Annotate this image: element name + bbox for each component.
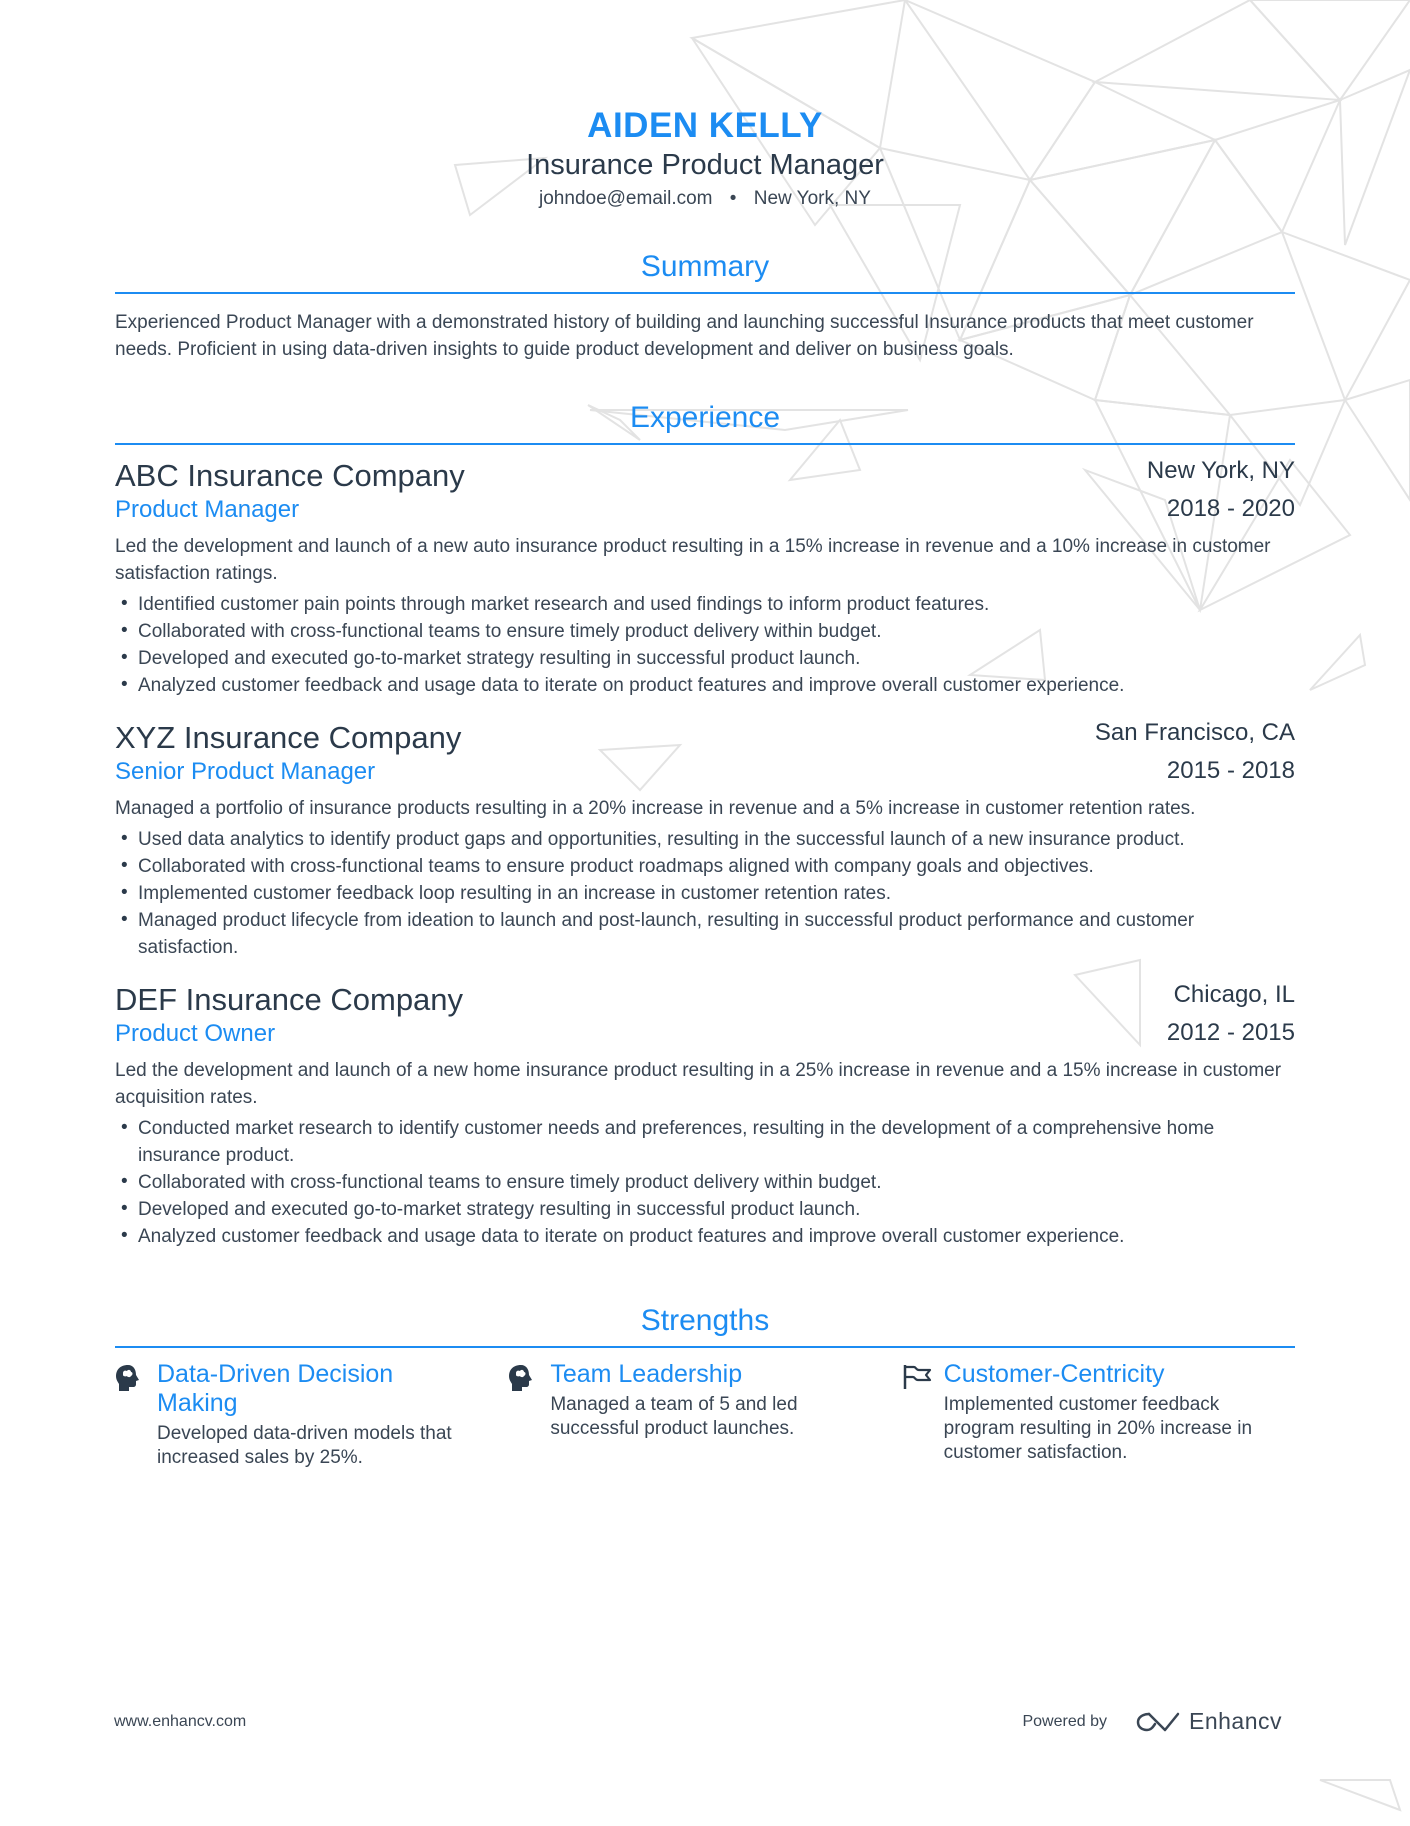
candidate-title: Insurance Product Manager [526, 149, 884, 181]
strengths-grid [115, 1360, 1295, 1470]
list-item: • Collaborated with cross-functional teams to ensure timely product delivery within budget. [115, 618, 1295, 645]
strengths-section [115, 1302, 1295, 1470]
enhancv-logo-icon [1135, 1711, 1181, 1733]
strength-title: Team Leadership [550, 1360, 743, 1388]
job-company: DEF Insurance Company [115, 982, 464, 1017]
job-bullets [115, 591, 1295, 699]
job-entry [115, 981, 1295, 1250]
job-location: Chicago, IL [1173, 981, 1295, 1008]
job-bullets [115, 1115, 1295, 1250]
section-divider [115, 292, 1295, 294]
strength-item [508, 1360, 901, 1470]
candidate-name: AIDEN KELLY [587, 106, 823, 145]
strength-description: Implemented customer feedback program resulting in 20% increase in customer satisfaction. [943, 1394, 1253, 1463]
email-link[interactable]: johndoe@email.com [539, 188, 713, 209]
strength-title: Data-Driven Decision Making [157, 1360, 394, 1417]
job-entry [115, 719, 1295, 961]
resume-header [115, 0, 1295, 210]
summary-text: Experienced Product Manager with a demonstrated history of building and launching successful Insurance products that meet customer needs. Proficient in using data-driven insights to guide product development and deliver on business goals. [115, 312, 1254, 360]
strength-item [902, 1360, 1295, 1470]
strength-title: Customer-Centricity [943, 1360, 1165, 1388]
list-item: • Analyzed customer feedback and usage data to iterate on product features and improve overall customer experience. [115, 1223, 1295, 1250]
list-item: • Analyzed customer feedback and usage data to iterate on product features and improve overall customer experience. [115, 672, 1295, 699]
list-item: • Managed product lifecycle from ideation to launch and post-launch, resulting in successful product performance and customer satisfaction. [115, 907, 1295, 961]
list-item: • Conducted market research to identify customer needs and preferences, resulting in the development of a comprehensive home insurance product. [115, 1115, 1295, 1169]
job-entry [115, 457, 1295, 699]
job-location: New York, NY [1146, 457, 1295, 484]
summary-section [115, 248, 1295, 363]
job-company: XYZ Insurance Company [115, 720, 462, 755]
summary-heading: Summary [640, 250, 770, 283]
job-role: Product Manager [115, 496, 300, 523]
job-description: Led the development and launch of a new home insurance product resulting in a 25% increase in revenue and a 15% increase in customer acquisition rates. [115, 1060, 1282, 1108]
list-item: • Collaborated with cross-functional teams to ensure product roadmaps aligned with company goals and objectives. [115, 853, 1295, 880]
powered-by-label: Powered by [1022, 1712, 1107, 1730]
strength-description: Developed data-driven models that increased sales by 25%. [157, 1423, 452, 1468]
strength-item [115, 1360, 508, 1470]
job-location: San Francisco, CA [1094, 719, 1295, 746]
list-item: • Developed and executed go-to-market strategy resulting in successful product launch. [115, 1196, 1295, 1223]
job-dates: 2015 - 2018 [1166, 757, 1295, 784]
list-item: • Identified customer pain points through market research and used findings to inform product features. [115, 591, 1295, 618]
job-description: Led the development and launch of a new auto insurance product resulting in a 15% increase in revenue and a 10% increase in customer satisfaction ratings. [115, 536, 1271, 584]
footer-website-link[interactable]: www.enhancv.com [114, 1713, 247, 1730]
section-divider [115, 443, 1295, 445]
contact-location: New York, NY [753, 188, 871, 209]
job-company: ABC Insurance Company [115, 458, 465, 493]
brain-head-icon [508, 1360, 550, 1470]
footer-branding [1022, 1708, 1282, 1735]
contact-separator: • [729, 188, 737, 209]
job-dates: 2012 - 2015 [1166, 1019, 1295, 1046]
list-item: • Collaborated with cross-functional teams to ensure timely product delivery within budget. [115, 1169, 1295, 1196]
flag-icon [902, 1360, 944, 1470]
job-dates: 2018 - 2020 [1166, 495, 1295, 522]
section-divider [115, 1346, 1295, 1348]
contact-line [115, 188, 1295, 210]
brain-head-icon [115, 1360, 157, 1470]
list-item: • Developed and executed go-to-market strategy resulting in successful product launch. [115, 645, 1295, 672]
job-role: Product Owner [115, 1020, 276, 1047]
enhancv-brand-name: Enhancv [1188, 1708, 1282, 1734]
strength-description: Managed a team of 5 and led successful product launches. [550, 1394, 798, 1439]
experience-heading: Experience [629, 401, 781, 434]
resume-page [115, 0, 1295, 1470]
list-item: • Used data analytics to identify product gaps and opportunities, resulting in the successful launch of a new insurance product. [115, 826, 1295, 853]
job-description: Managed a portfolio of insurance products resulting in a 20% increase in revenue and a 5% increase in customer retention rates. [115, 798, 1196, 819]
job-bullets [115, 826, 1295, 961]
experience-section [115, 399, 1295, 1250]
job-role: Senior Product Manager [115, 758, 376, 785]
strengths-heading: Strengths [640, 1304, 770, 1337]
list-item: • Implemented customer feedback loop resulting in an increase in customer retention rates. [115, 880, 1295, 907]
